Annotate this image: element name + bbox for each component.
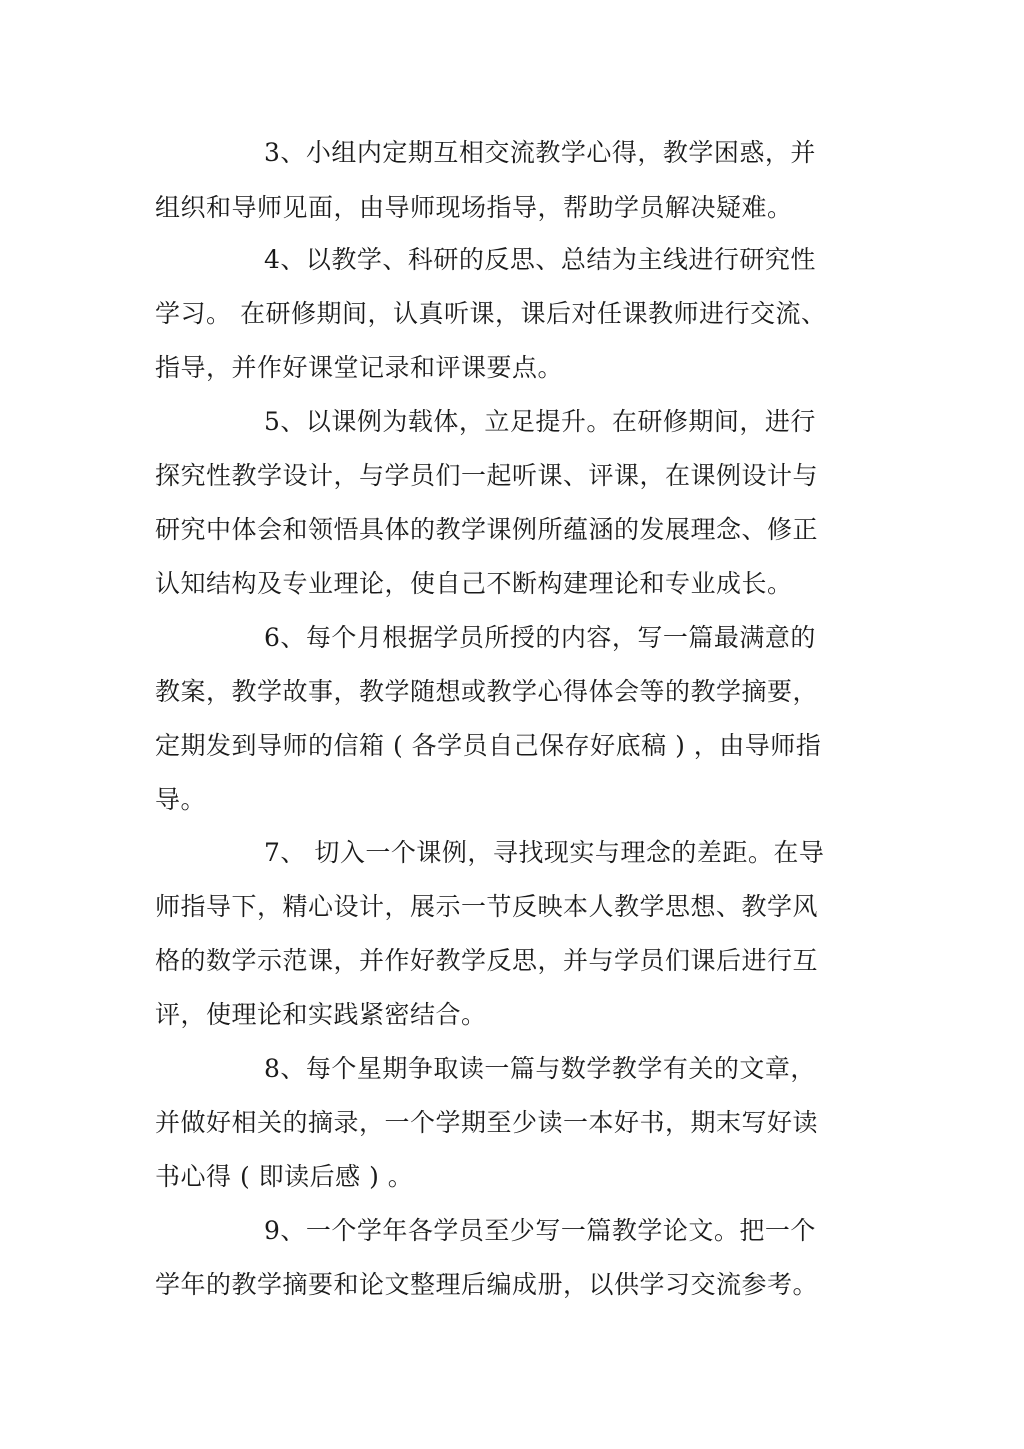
paragraph-6-line-4: 导。 — [155, 785, 207, 814]
paragraph-3-line-2: 组织和导师见面，由导师现场指导，帮助学员解决疑难。 — [155, 193, 793, 222]
paragraph-4-line-2: 学习。 在研修期间，认真听课，课后对任课教师进行交流、 — [155, 299, 827, 328]
paragraph-4-line-3: 指导，并作好课堂记录和评课要点。 — [155, 353, 564, 382]
paragraph-5-line-1: 5、以课例为载体，立足提升。在研修期间，进行 — [264, 407, 816, 436]
paragraph-5-line-3: 研究中体会和领悟具体的教学课例所蕴涵的发展理念、修正 — [155, 515, 819, 544]
paragraph-7-line-4: 评，使理论和实践紧密结合。 — [155, 1000, 487, 1029]
paragraph-9-line-1: 9、一个学年各学员至少写一篇教学论文。把一个 — [264, 1216, 816, 1245]
paragraph-5-line-2: 探究性教学设计，与学员们一起听课、评课，在课例设计与 — [155, 461, 819, 490]
paragraph-3-line-1: 3、小组内定期互相交流教学心得，教学困惑，并 — [264, 138, 816, 167]
paragraph-5-line-4: 认知结构及专业理论，使自己不断构建理论和专业成长。 — [155, 569, 793, 598]
paragraph-9-line-2: 学年的教学摘要和论文整理后编成册，以供学习交流参考。 — [155, 1270, 819, 1299]
paragraph-7-line-1: 7、 切入一个课例，寻找现实与理念的差距。在导 — [264, 838, 825, 867]
paragraph-8-line-2: 并做好相关的摘录，一个学期至少读一本好书，期末写好读 — [155, 1108, 819, 1137]
paragraph-6-line-1: 6、每个月根据学员所授的内容，写一篇最满意的 — [264, 623, 816, 652]
paragraph-7-line-2: 师指导下，精心设计，展示一节反映本人教学思想、教学风 — [155, 892, 819, 921]
paragraph-6-line-3: 定期发到导师的信箱 ( 各学员自己保存好底稿 ) ，由导师指 — [155, 731, 822, 760]
paragraph-4-line-1: 4、以教学、科研的反思、总结为主线进行研究性 — [264, 245, 816, 274]
paragraph-7-line-3: 格的数学示范课，并作好教学反思，并与学员们课后进行互 — [155, 946, 819, 975]
paragraph-6-line-2: 教案，教学故事，教学随想或教学心得体会等的教学摘要， — [155, 677, 819, 706]
paragraph-8-line-1: 8、每个星期争取读一篇与数学教学有关的文章， — [264, 1054, 816, 1083]
paragraph-8-line-3: 书心得 ( 即读后感 ) 。 — [155, 1162, 414, 1191]
